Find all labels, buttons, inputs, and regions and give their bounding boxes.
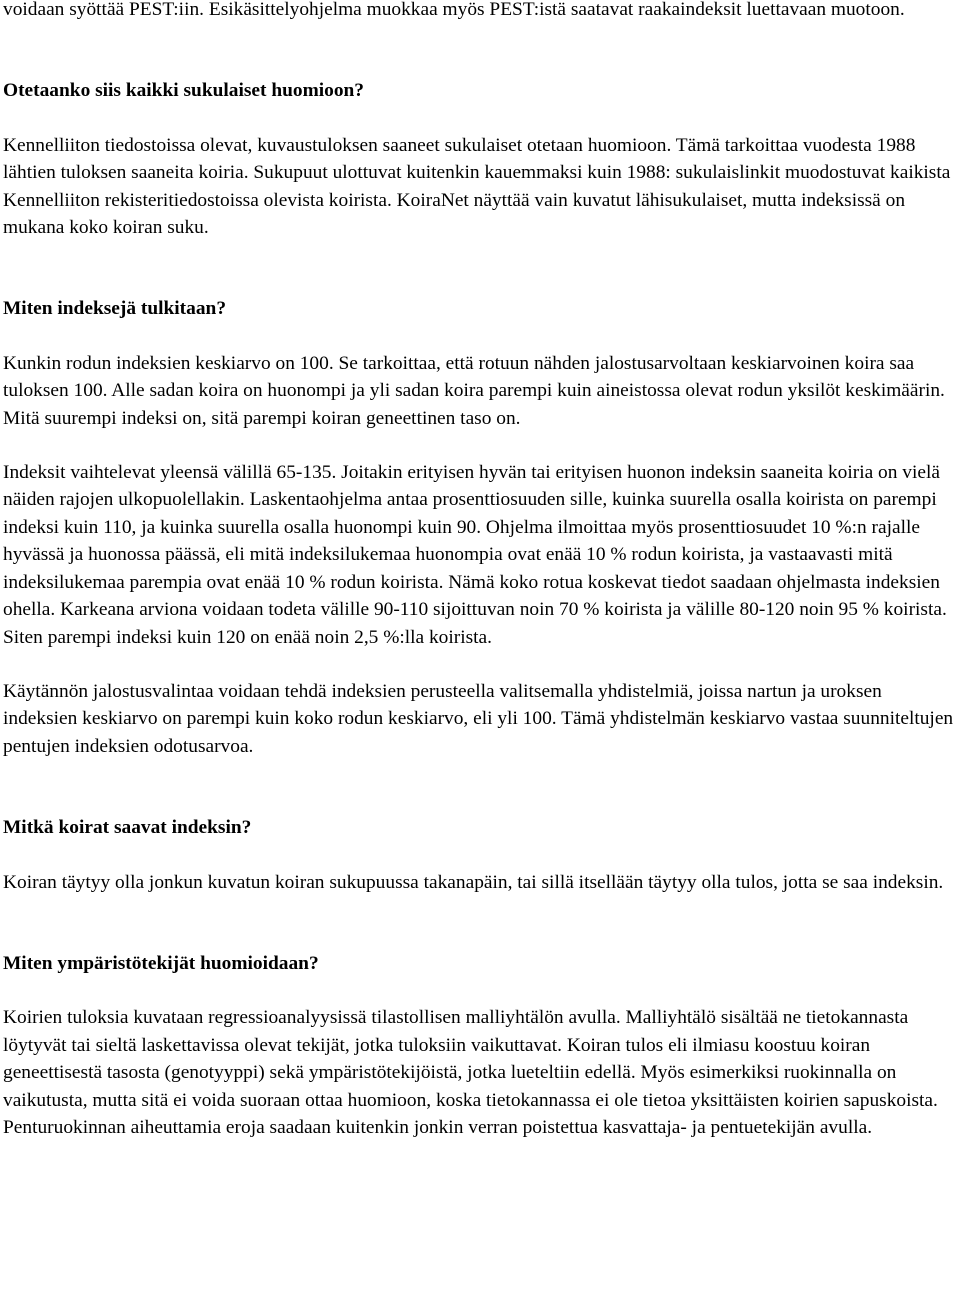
paragraph-interpretation-1: Kunkin rodun indeksien keskiarvo on 100. Se tarkoittaa, että rotuun nähden jalostusarvoltaan keskiarvoinen koira saa tuloksen 100. Alle sadan koira on huonompi ja yli sadan koira parempi kuin aineistossa olevat rodun yksilöt keskimäärin. Mitä suurempi indeksi on, sitä parempi koiran geneettinen taso on. — [3, 352, 945, 429]
heading-relatives: Otetaanko siis kaikki sukulaiset huomioon? — [3, 80, 364, 102]
paragraph-environment: Koirien tuloksia kuvataan regressioanalyysissä tilastollisen malliyhtälön avulla. Malliyhtälö sisältää ne tietokannasta löytyvät tai sieltä laskettavissa olevat tekijät, jotka tuloksiin vaikuttavat. Koiran tulos eli ilmiasu koostuu koiran geneettisestä tasosta (genotyyppi) sekä ympäristötekijöistä, jotka lueteltiin edellä. Myös esimerkiksi ruokinnalla on vaikutusta, mutta sitä ei voida suoraan ottaa huomioon, koska tietokannassa ei ole tietoa yksittäisten koirien sapuskoista. Penturuokinnan aiheuttamia eroja saadaan kuitenkin jonkin verran poistettua kasvattaja- ja pentuetekijän avulla. — [3, 1007, 938, 1138]
heading-who-gets-index: Mitkä koirat saavat indeksin? — [3, 817, 252, 839]
document-page — [3, 0, 959, 1141]
heading-interpretation: Miten indeksejä tulkitaan? — [3, 298, 227, 320]
heading-environment: Miten ympäristötekijät huomioidaan? — [3, 952, 319, 974]
paragraph-relatives: Kennelliiton tiedostoissa olevat, kuvaustuloksen saaneet sukulaiset otetaan huomioon. Tämä tarkoittaa vuodesta 1988 lähtien tuloksen saaneita koiria. Sukupuut ulottuvat kuitenkin kauemmaksi kuin 1988: sukulaislinkit muodostuvat kaikista Kennelliiton rekisteritiedostoissa olevista koirista. KoiraNet näyttää vain kuvatut lähisukulaiset, mutta indeksissä on mukana koko koiran suku. — [3, 134, 951, 239]
intro-paragraph: voidaan syöttää PEST:iin. Esikäsittelyohjelma muokkaa myös PEST:istä saatavat raakaindeksit luettavaan muotoon. — [3, 0, 905, 20]
paragraph-interpretation-3: Käytännön jalostusvalintaa voidaan tehdä indeksien perusteella valitsemalla yhdistelmiä, joissa nartun ja uroksen indeksien keskiarvo on parempi kuin koko rodun keskiarvo, eli yli 100. Tämä yhdistelmän keskiarvo vastaa suunniteltujen pentujen indeksien odotusarvoa. — [3, 680, 954, 757]
paragraph-who-gets-index: Koiran täytyy olla jonkun kuvatun koiran sukupuussa takanapäin, tai sillä itsellään täytyy olla tulos, jotta se saa indeksin. — [3, 871, 944, 893]
paragraph-interpretation-2: Indeksit vaihtelevat yleensä välillä 65-135. Joitakin erityisen hyvän tai erityisen huonon indeksin saaneita koiria on vielä näiden rajojen ulkopuolellakin. Laskentaohjelma antaa prosenttiosuuden sille, kuinka suurella osalla koirista on parempi indeksi kuin 110, ja kuinka suurella osalla huonompi kuin 90. Ohjelma ilmoittaa myös prosenttiosuudet 10 %:n rajalle hyvässä ja huonossa päässä, eli mitä indeksilukemaa huonompia ovat enää 10 % rodun koirista, ja vastaavasti mitä indeksilukemaa parempia ovat enää 10 % rodun koirista. Nämä koko rotua koskevat tiedot saadaan ohjelmasta indeksien ohella. Karkeana arviona voidaan todeta välille 90-110 sijoittuvan noin 70 % koirista ja välille 80-120 noin 95 % koirista. Siten parempi indeksi kuin 120 on enää noin 2,5 %:lla koirista. — [3, 462, 947, 648]
